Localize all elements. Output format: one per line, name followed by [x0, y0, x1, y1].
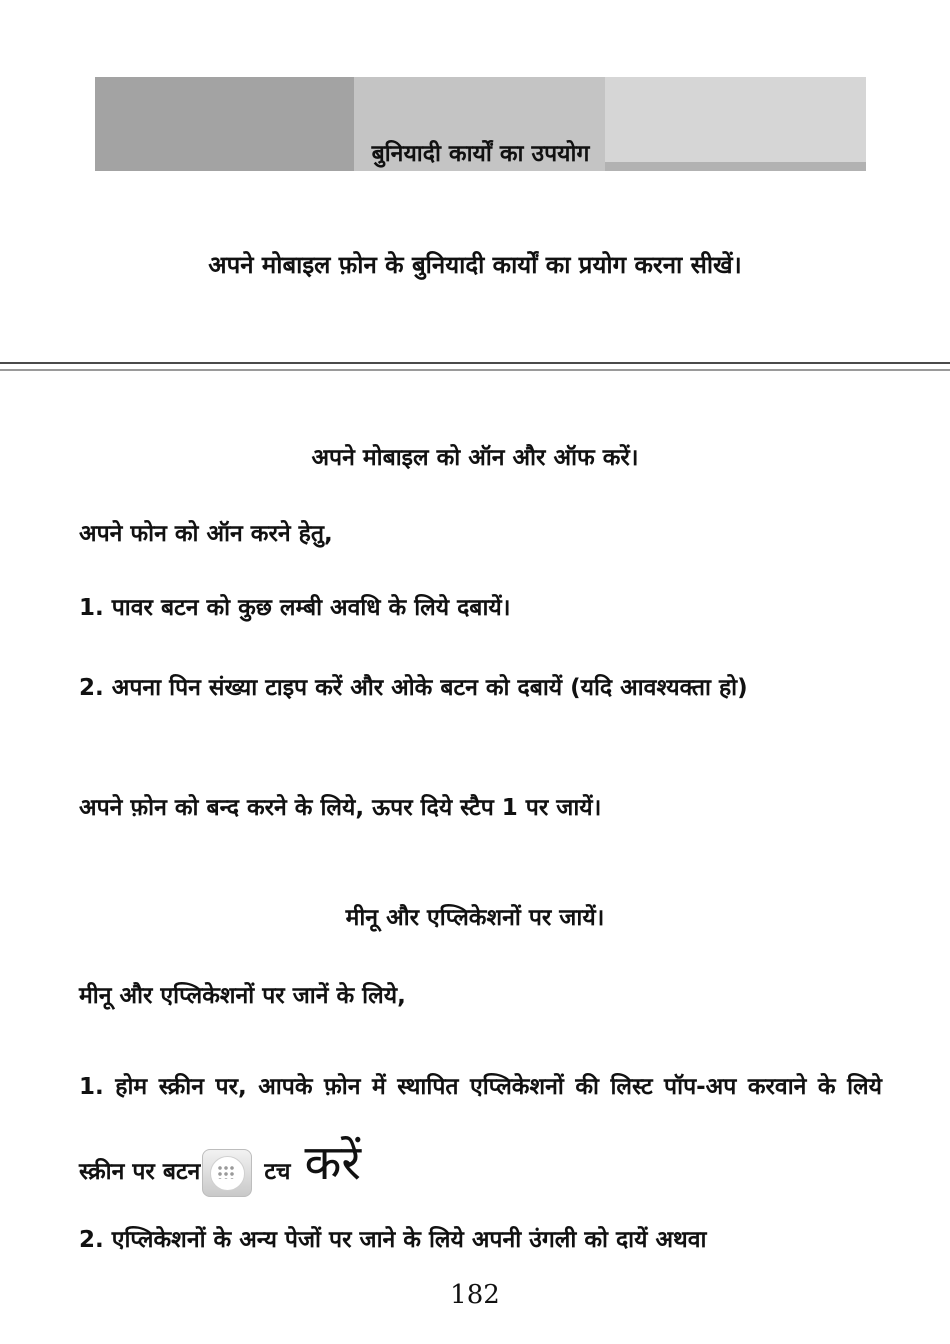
app-drawer-icon	[202, 1149, 252, 1197]
section1-intro: अपने फोन को ऑन करने हेतु,	[79, 521, 333, 547]
section2-step1	[79, 1049, 882, 1210]
section2-step2: 2. एप्लिकेशनों के अन्य पेजों पर जाने के लिये अपनी उंगली को दायें अथवा	[79, 1227, 707, 1253]
section1-off-note: अपने फ़ोन को बन्द करने के लिये, ऊपर दिये स्टैप 1 पर जायें।	[79, 795, 602, 821]
section1-heading: अपने मोबाइल को ऑन और ऑफ करें।	[311, 445, 639, 471]
section1-step2: 2. अपना पिन संख्या टाइप करें और ओके बटन को दबायें (यदि आवश्यक्ता हो)	[79, 675, 748, 701]
section2-step1-end: करें	[304, 1135, 362, 1191]
app-drawer-dots	[217, 1165, 235, 1179]
section2-step1-touch: टच	[264, 1159, 291, 1185]
section2-heading: मीनू और एप्लिकेशनों पर जायें।	[345, 905, 605, 931]
divider-dark	[0, 362, 950, 364]
section2-intro: मीनू और एप्लिकेशनों पर जानें के लिये,	[79, 983, 406, 1009]
page-subtitle: अपने मोबाइल फ़ोन के बुनियादी कार्यों का प्रयोग करना सीखें।	[208, 251, 742, 279]
section2-step1-text: 1. होम स्क्रीन पर, आपके फ़ोन में स्थापित एप्लिकेशनों की लिस्ट पॉप-अप करवाने के लिये स्क्रीन पर बटन	[79, 1074, 882, 1185]
section1-step1: 1. पावर बटन को कुछ लम्बी अवधि के लिये दबायें।	[79, 595, 511, 621]
divider-light	[0, 369, 950, 371]
page-number: 182	[450, 1280, 500, 1310]
page-title: बुनियादी कार्यों का उपयोग	[371, 141, 590, 167]
